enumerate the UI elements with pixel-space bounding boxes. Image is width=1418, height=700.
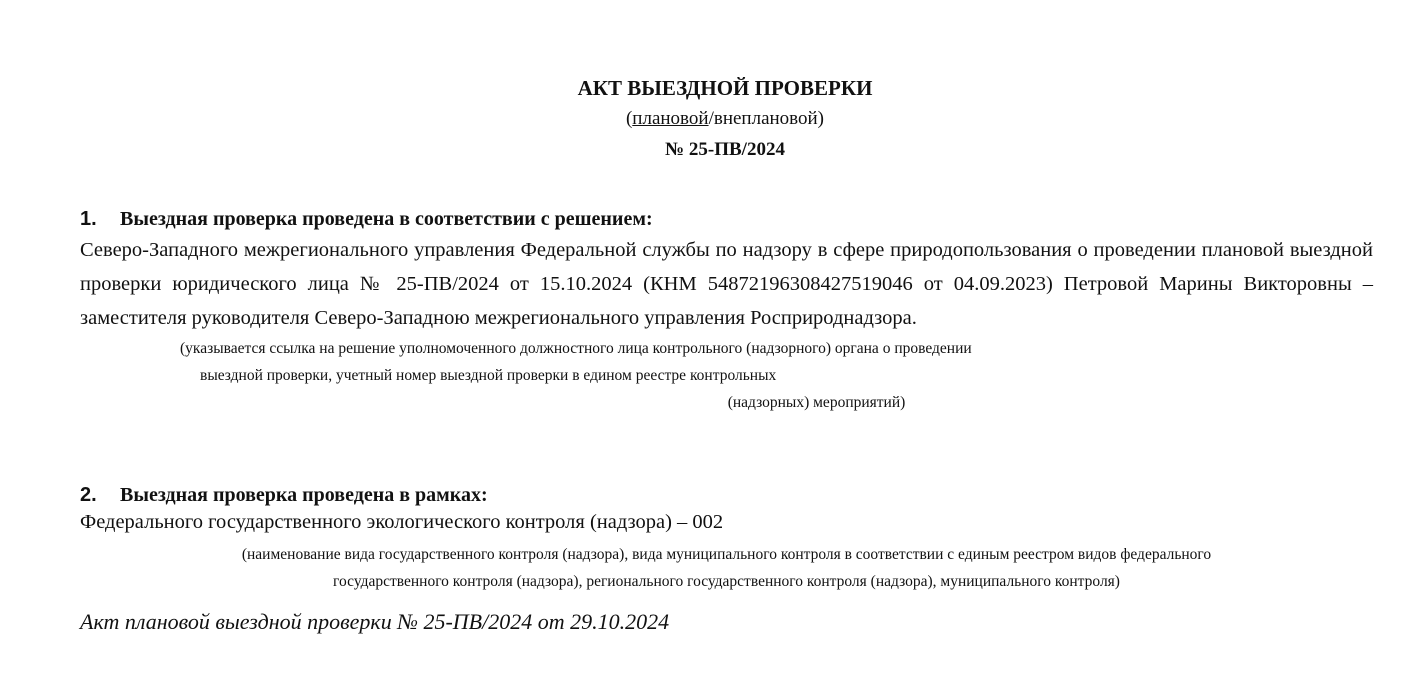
inspection-type-planned: плановой: [632, 108, 709, 129]
section-caption: [80, 335, 1373, 416]
caption-line: выездной проверки, учетный номер выездной проверки в едином реестре контрольных: [200, 367, 777, 384]
caption-line: государственного контроля (надзора), регионального государственного контроля (надзора), муниципального контроля): [333, 573, 1120, 590]
inspection-type-open: (: [625, 108, 633, 129]
section-heading: [80, 205, 1373, 233]
document-number: № 25-ПВ/2024: [665, 139, 785, 160]
caption-line: (указывается ссылка на решение уполномоченного должностного лица контрольного (надзорного) органа о проведении: [180, 340, 972, 357]
section-heading: [80, 481, 1373, 509]
section-body: Федерального государственного экологического контроля (надзора) – 002: [80, 511, 724, 533]
section-caption: [80, 541, 1373, 595]
inspection-type-rest: /внеплановой): [708, 108, 825, 129]
section-body: Северо-Западного межрегионального управления Федеральной службы по надзору в сфере природопользования о проведении плановой выездной проверки юридического лица № 25-ПВ/2024 от 15.10.2024 (КНМ 54872196308427519046 от 04.09.2023) Петровой Марины Викторовны – заместителя руководителя Северо-Западною межрегионального управления Росприроднадзора.: [80, 239, 1373, 329]
section-heading-text: Выездная проверка проведена в рамках:: [120, 484, 488, 506]
act-reference: Акт плановой выездной проверки № 25-ПВ/2024 от 29.10.2024: [80, 609, 670, 634]
inspection-type: [32, 104, 1418, 134]
document-title: АКТ ВЫЕЗДНОЙ ПРОВЕРКИ: [577, 76, 873, 100]
section-heading-text: Выездная проверка проведена в соответствии с решением:: [120, 208, 653, 230]
document-header: [0, 72, 1418, 166]
section-number: 1.: [80, 208, 97, 230]
caption-line: (наименование вида государственного контроля (надзора), вида муниципального контроля в соответствии с единым реестром видов федерального: [241, 546, 1212, 563]
section-number: 2.: [80, 484, 97, 506]
caption-line: (надзорных) мероприятий): [727, 394, 906, 411]
section-control-type: [80, 481, 1373, 595]
section-decision: [80, 205, 1373, 416]
